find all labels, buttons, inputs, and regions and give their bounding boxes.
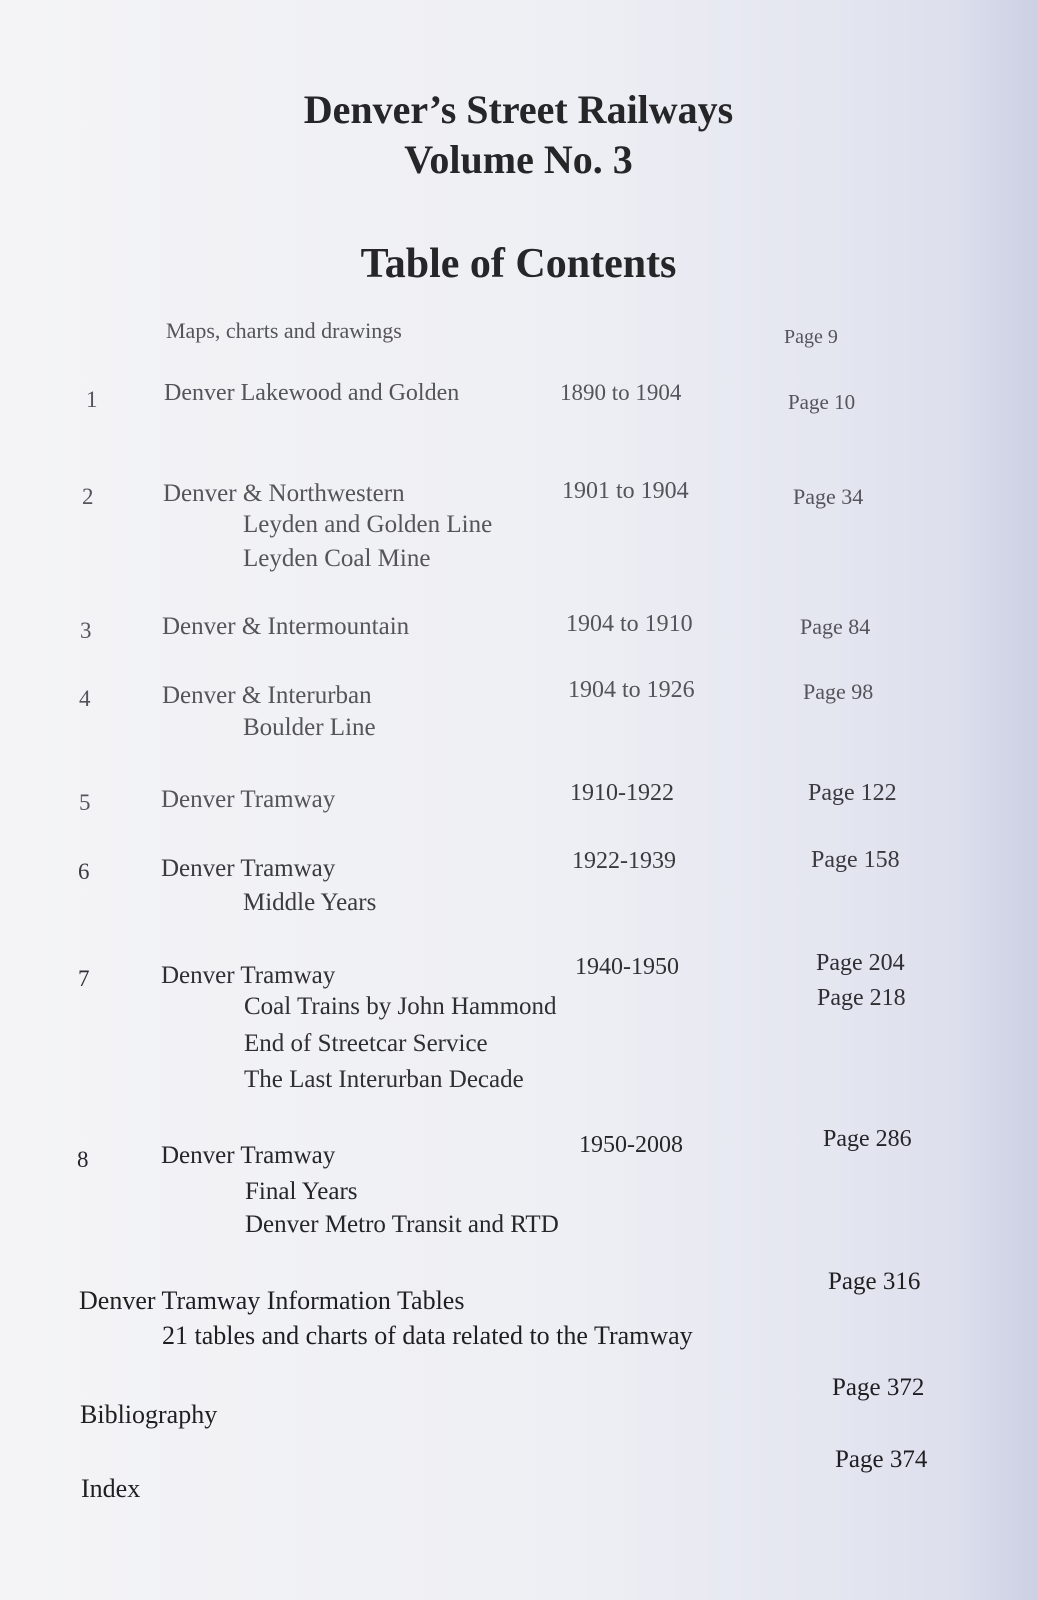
chapter-years: 1890 to 1904	[560, 380, 682, 405]
chapter-title: Denver & Interurban	[162, 682, 372, 709]
chapter-number: 8	[77, 1147, 89, 1172]
bibliography-page: Page 372	[832, 1374, 925, 1401]
index-page: Page 374	[835, 1446, 928, 1473]
chapter-years: 1922-1939	[572, 848, 676, 874]
chapter-page: Page 122	[808, 780, 897, 806]
chapter-subtitle: Leyden and Golden Line	[243, 511, 493, 538]
info-tables-subtitle: 21 tables and charts of data related to the Tramway	[162, 1321, 693, 1350]
chapter-years: 1904 to 1926	[568, 677, 695, 703]
chapter-page: Page 98	[803, 679, 874, 704]
chapter-subtitle: Coal Trains by John Hammond	[244, 993, 557, 1020]
chapter-number: 2	[82, 484, 94, 509]
chapter-page: Page 218	[817, 985, 906, 1011]
chapter-subtitle: Denver Metro Transit and RTD	[245, 1211, 559, 1238]
chapter-page: Page 34	[793, 484, 864, 509]
chapter-title: Denver Tramway	[161, 1142, 336, 1169]
volume-title: Volume No. 3	[404, 137, 633, 182]
chapter-number: 7	[78, 966, 90, 991]
book-title: Denver’s Street Railways	[303, 87, 734, 132]
chapter-number: 5	[79, 790, 91, 815]
chapter-number: 1	[86, 387, 98, 412]
chapter-subtitle: End of Streetcar Service	[244, 1030, 488, 1057]
chapter-subtitle: Final Years	[245, 1178, 358, 1205]
chapter-page: Page 158	[811, 847, 900, 873]
toc-heading: Table of Contents	[360, 241, 677, 287]
chapter-title: Denver Tramway	[161, 855, 336, 882]
chapter-subtitle: Middle Years	[243, 889, 377, 916]
chapter-page: Page 286	[823, 1126, 912, 1152]
chapter-subtitle: Boulder Line	[243, 714, 376, 741]
info-tables-title: Denver Tramway Information Tables	[79, 1286, 465, 1315]
chapter-page: Page 10	[788, 390, 856, 414]
chapter-years: 1904 to 1910	[566, 611, 693, 637]
chapter-page: Page 204	[816, 950, 905, 976]
chapter-years: 1901 to 1904	[562, 478, 689, 504]
chapter-subtitle: The Last Interurban Decade	[244, 1066, 524, 1093]
chapter-page: Page 84	[800, 614, 871, 639]
chapter-subtitle: Leyden Coal Mine	[243, 545, 431, 572]
front-matter-label: Maps, charts and drawings	[166, 318, 402, 343]
chapter-years: 1940-1950	[575, 954, 679, 980]
chapter-number: 3	[80, 618, 92, 643]
chapter-title: Denver Tramway	[161, 962, 336, 989]
bibliography-title: Bibliography	[80, 1400, 218, 1429]
info-tables-page: Page 316	[828, 1268, 921, 1295]
chapter-number: 6	[78, 859, 90, 884]
front-matter-page: Page 9	[784, 326, 838, 348]
chapter-number: 4	[79, 686, 91, 711]
chapter-years: 1950-2008	[579, 1132, 683, 1158]
chapter-title: Denver & Intermountain	[162, 613, 410, 640]
index-title: Index	[81, 1474, 141, 1503]
chapter-years: 1910-1922	[570, 780, 674, 806]
chapter-title: Denver Lakewood and Golden	[164, 380, 460, 406]
chapter-title: Denver Tramway	[161, 786, 336, 813]
chapter-title: Denver & Northwestern	[163, 480, 405, 507]
